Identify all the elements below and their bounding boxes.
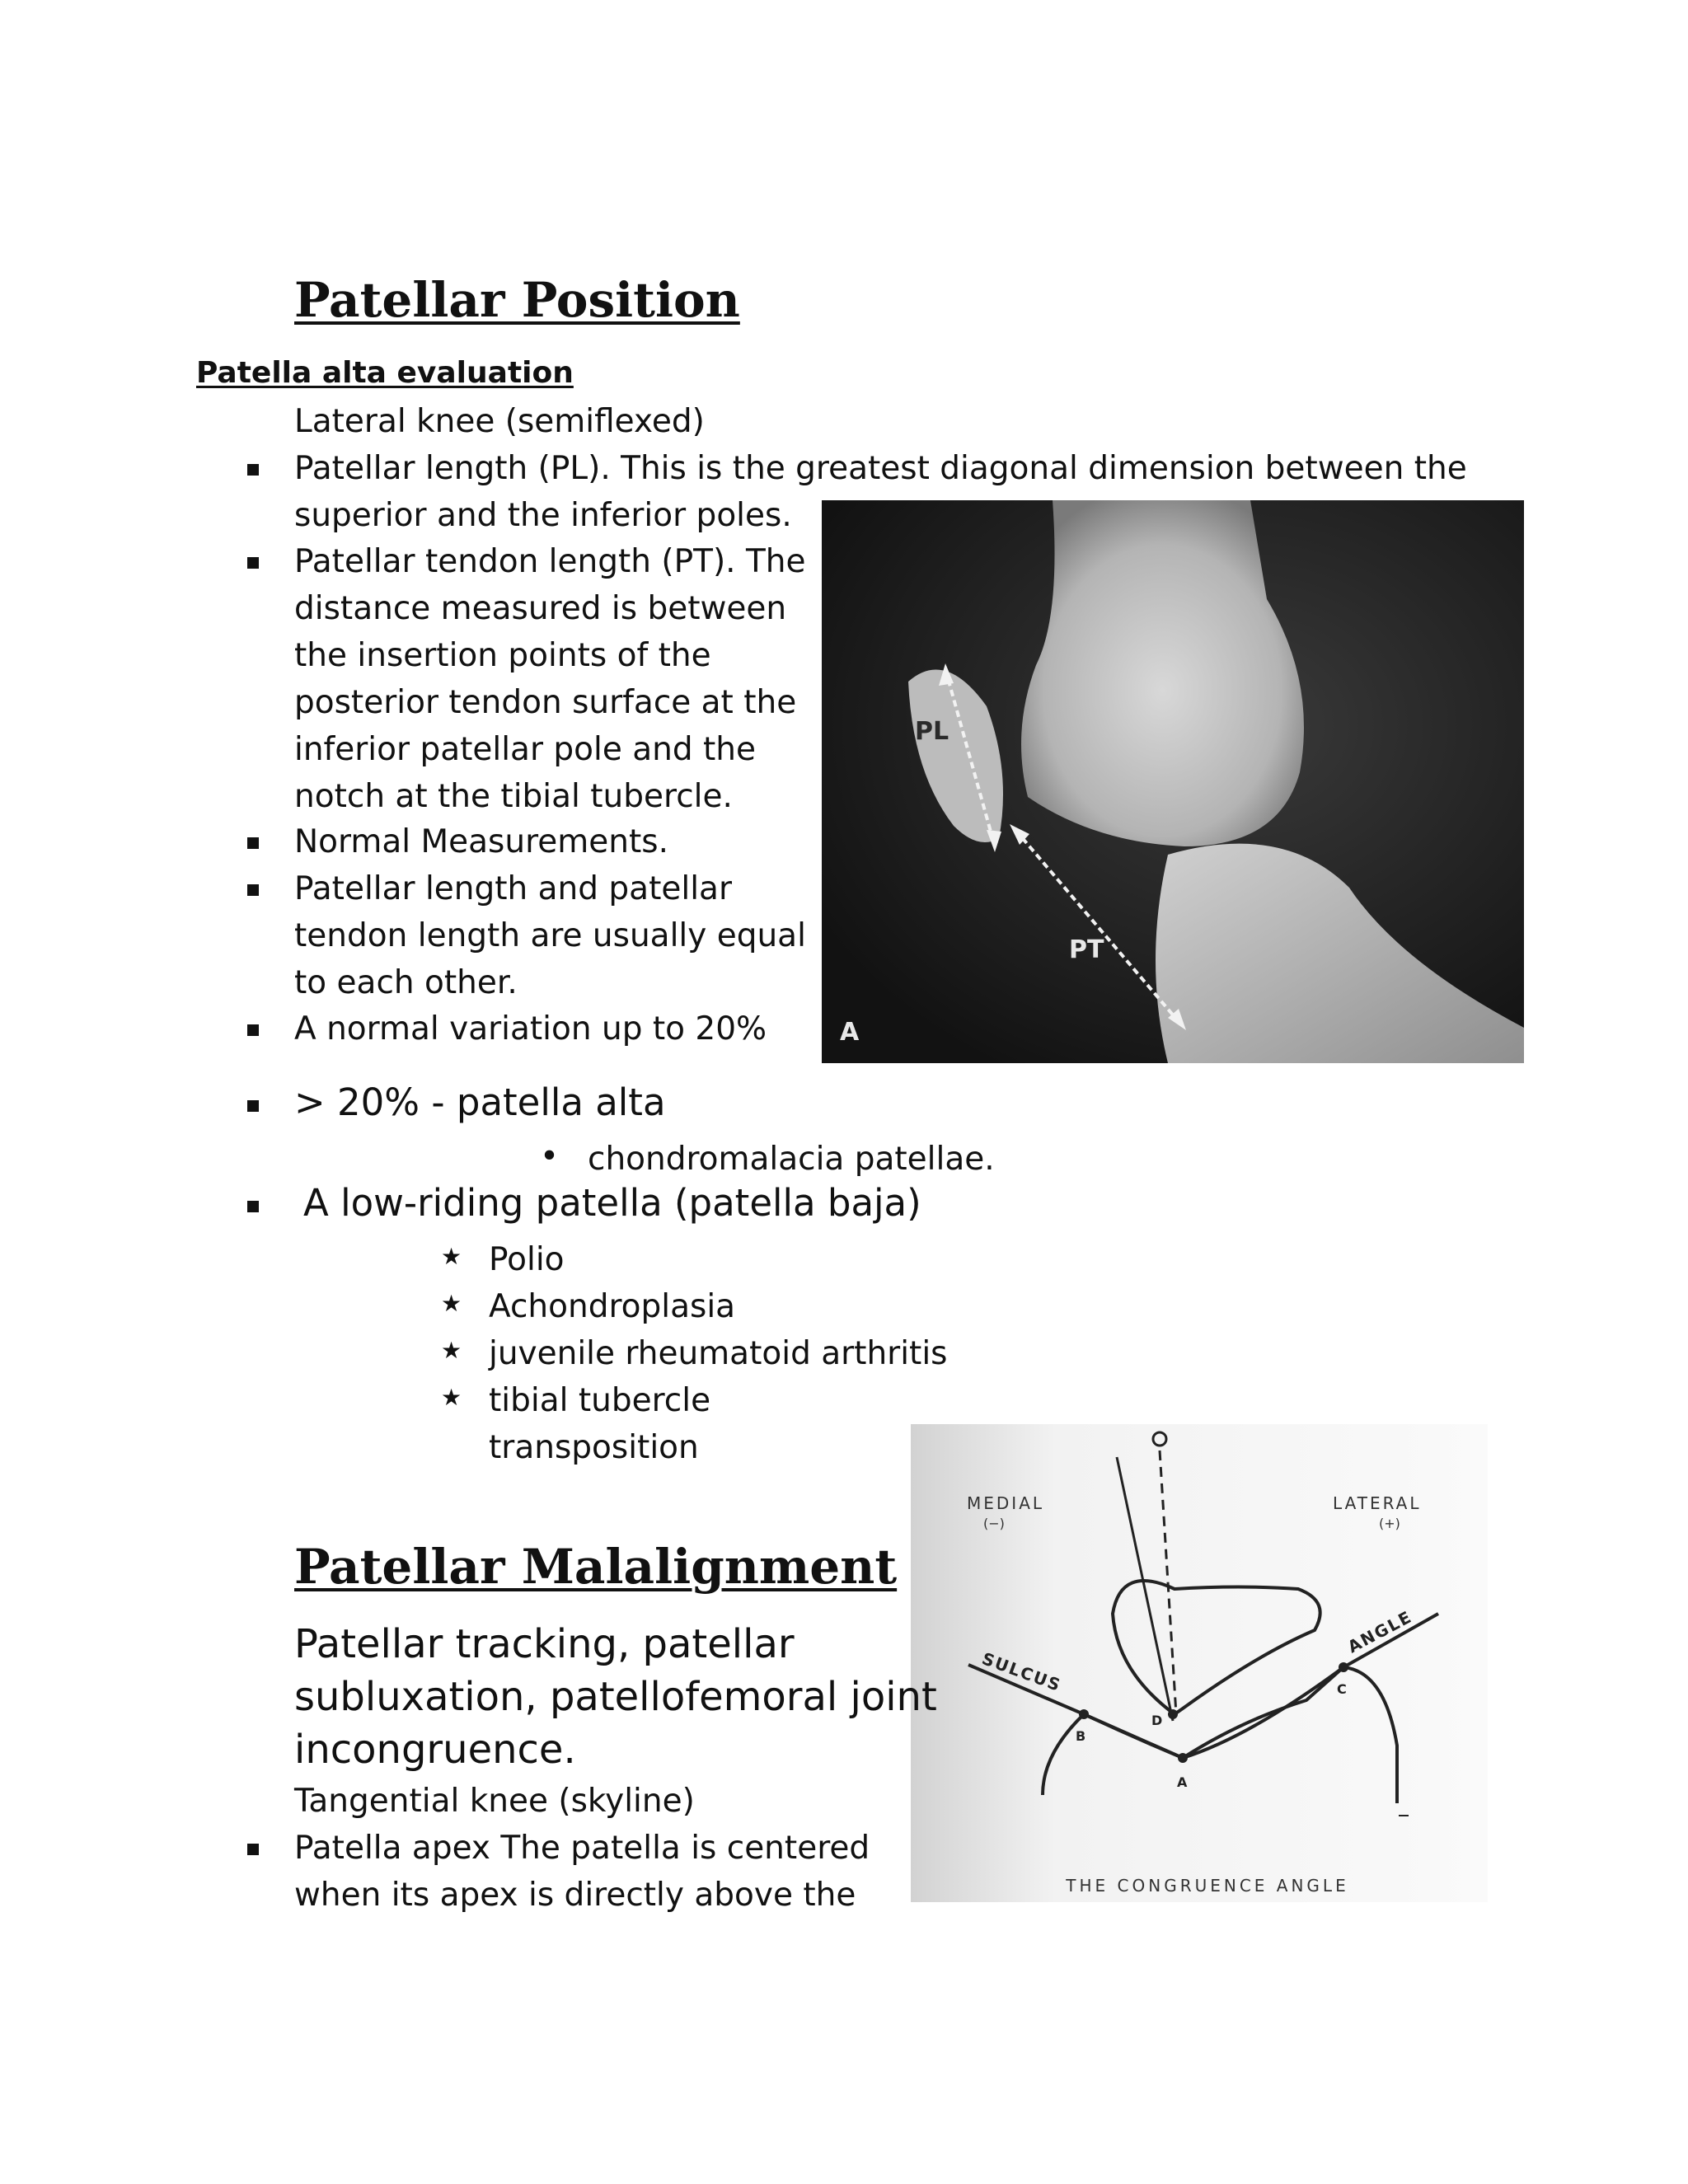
label-c: C (1337, 1681, 1347, 1697)
star-bullet-icon: ★ (441, 1384, 462, 1411)
patella-alta-text: > 20% - patella alta (294, 1080, 666, 1124)
apex-line-text: Patella apex The patella is centered (294, 1830, 870, 1867)
bullet-square (247, 1100, 259, 1112)
label-a: A (1177, 1774, 1188, 1790)
xray-label-pl: PL (915, 717, 950, 746)
pt-bullet-line: inferior patellar pole and the (294, 731, 756, 768)
apex-line-text: when its apex is directly above the (294, 1877, 856, 1914)
equal-bullet-line: to each other. (294, 964, 518, 1001)
variation-text: A normal variation up to 20% (294, 1010, 767, 1047)
point-c-marker (1339, 1662, 1348, 1672)
pt-bullet-line: notch at the tibial tubercle. (294, 778, 733, 815)
point-a-marker (1178, 1753, 1188, 1763)
xray-label-pt: PT (1069, 935, 1104, 964)
equal-bullet-line: tendon length are usually equal (294, 917, 806, 954)
pt-bullet-line: posterior tendon surface at the (294, 684, 797, 721)
normal-measurements: Normal Measurements. (294, 823, 668, 860)
label-d: D (1151, 1713, 1163, 1728)
bullet-dot: • (540, 1138, 560, 1175)
label-b: B (1076, 1728, 1086, 1744)
xray-label-a: A (840, 1018, 860, 1047)
baja-cause-continued: transposition (489, 1429, 699, 1466)
intro-line: Patellar tracking, patellar (294, 1621, 795, 1667)
page-title: Patellar Position (294, 272, 740, 328)
bullet-square (247, 837, 259, 849)
label-medial: MEDIAL (967, 1493, 1045, 1513)
star-bullet-icon: ★ (441, 1243, 462, 1270)
section-subtitle: Patella alta evaluation (196, 356, 574, 390)
pl-bullet-line1: Patellar length (PL). This is the greatest diagonal dimension between the (294, 450, 1467, 487)
baja-cause: tibial tubercle (489, 1382, 711, 1419)
point-b-marker (1079, 1709, 1089, 1719)
label-lateral: LATERAL (1333, 1493, 1422, 1513)
baja-cause: Achondroplasia (489, 1288, 736, 1325)
section-title-malalignment: Patellar Malalignment (294, 1539, 898, 1595)
alta-subitem: chondromalacia patellae. (588, 1141, 995, 1178)
bullet-square (247, 557, 259, 569)
label-angle: ANGLE (1344, 1606, 1416, 1657)
pt-bullet-line: distance measured is between (294, 590, 787, 627)
tangential-view-label: Tangential knee (skyline) (294, 1783, 695, 1820)
bullet-square (247, 1201, 259, 1212)
view-label: Lateral knee (semiflexed) (294, 403, 705, 440)
bullet-square (247, 464, 259, 476)
pl-bullet-line2: superior and the inferior poles. (294, 497, 792, 534)
patella-baja-text: A low-riding patella (patella baja) (303, 1181, 921, 1225)
congruence-angle-diagram (911, 1424, 1488, 1902)
label-sulcus: SULCUS (979, 1648, 1065, 1696)
intro-line: subluxation, patellofemoral joint (294, 1674, 937, 1720)
knee-xray-image (822, 500, 1524, 1063)
point-d-marker (1168, 1709, 1178, 1719)
baja-cause: Polio (489, 1241, 565, 1278)
star-bullet-icon: ★ (441, 1290, 462, 1317)
bullet-square (247, 1844, 259, 1855)
equal-bullet-line: Patellar length and patellar (294, 870, 732, 907)
pt-bullet-line: the insertion points of the (294, 637, 711, 674)
bullet-square (247, 1024, 259, 1036)
intro-line: incongruence. (294, 1727, 576, 1773)
baja-cause: juvenile rheumatoid arthritis (489, 1335, 948, 1372)
label-medial-sign: (−) (983, 1516, 1005, 1531)
pt-bullet-line: Patellar tendon length (PT). The (294, 543, 806, 580)
bullet-square (247, 884, 259, 896)
star-bullet-icon: ★ (441, 1337, 462, 1364)
label-lateral-sign: (+) (1379, 1516, 1400, 1531)
diagram-caption: THE CONGRUENCE ANGLE (1066, 1876, 1349, 1896)
